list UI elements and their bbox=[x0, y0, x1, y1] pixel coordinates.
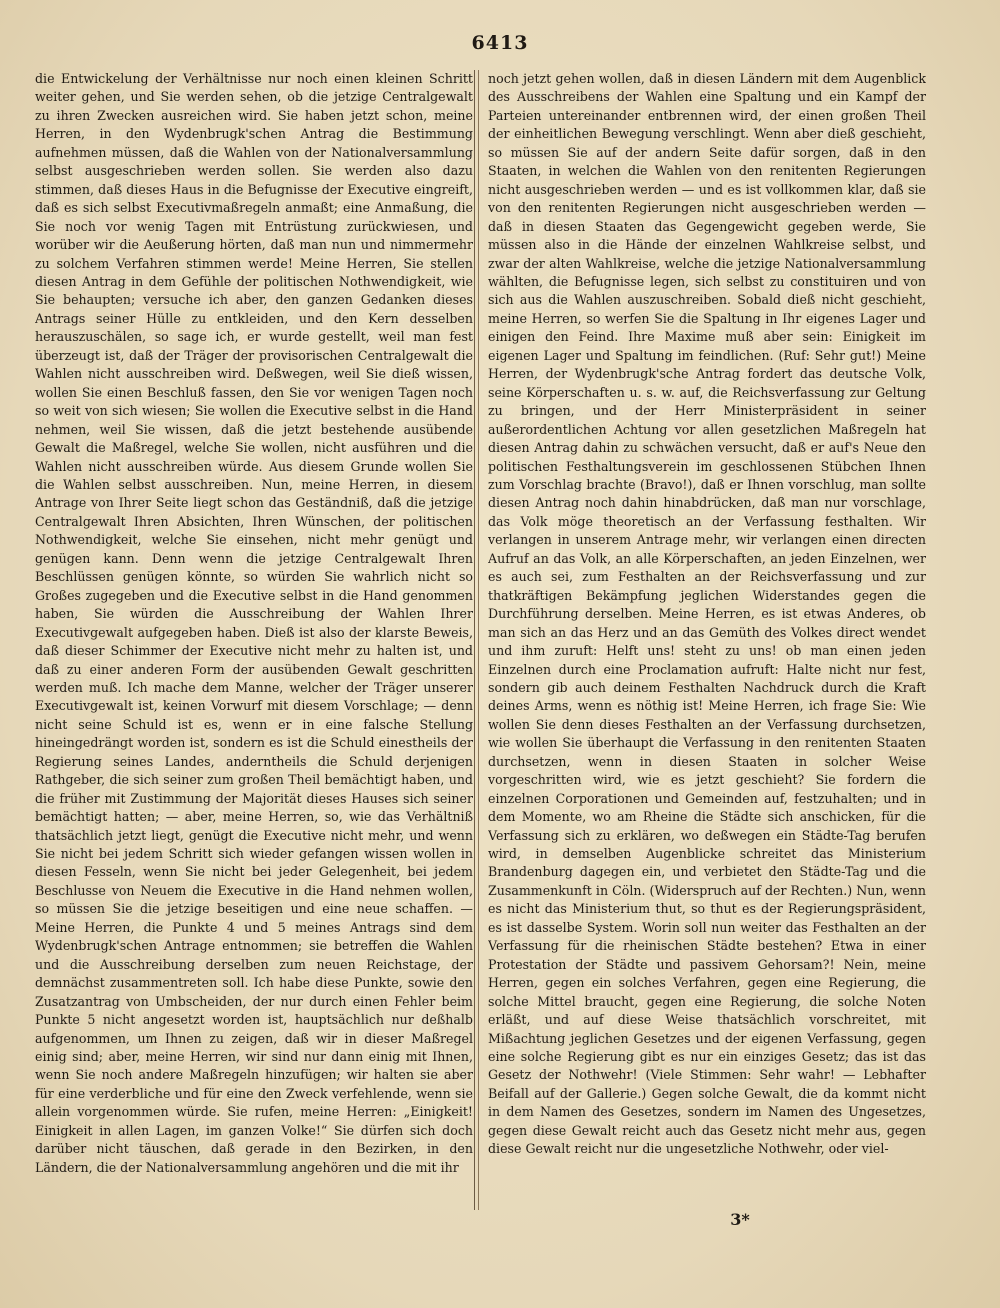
left-column-text: die Entwickelung der Verhältnisse nur noch einen kleinen Schritt weiter gehen, und Sie werden sehen, ob die jetzige Centralgewalt zu ihren Zwecken ausreichen wird. Sie haben jetzt schon, meine Herren, in den Wydenbrugk'schen Antrag die Bestimmung aufnehmen müssen, daß die Wahlen von der Nationalversammlung selbst ausgeschrieben werden sollen. Sie werden also dazu stimmen, daß dieses Haus in die Befugnisse der Executive eingreift, daß es sich selbst Executivmaßregeln anmaßt; eine Anmaßung, die Sie noch vor wenig Tagen mit Entrüstung zurückwiesen, und worüber wir die Aeußerung hörten, daß man nun und nimmermehr zu solchem Verfahren stimmen werde! Meine Herren, Sie stellen diesen Antrag in dem Gefühle der politischen Nothwendigkeit, wie Sie behaupten; versuche ich aber, den ganzen Gedanken dieses Antrags seiner Hülle zu entkleiden, und den Kern desselben herauszuschälen, so sage ich, er wurde gestellt, weil man fest überzeugt ist, daß der Träger der provisorischen Centralgewalt die Wahlen nicht ausschreiben wird. Deßwegen, weil Sie dieß wissen, wollen Sie einen Beschluß fassen, den Sie vor wenigen Tagen noch so weit von sich wiesen; Sie wollen die Executive selbst in die Hand nehmen, weil Sie wissen, daß die jetzt bestehende ausübende Gewalt die Maßregel, welche Sie wollen, nicht ausführen und die Wahlen nicht ausschreiben würde. Aus diesem Grunde wollen Sie die Wahlen selbst ausschreiben. Nun, meine Herren, in diesem Antrage von Ihrer Seite liegt schon das Geständniß, daß die jetzige Centralgewalt Ihren Absichten, Ihren Wünschen, der politischen Nothwendigkeit, welche Sie einsehen, nicht mehr genügt und genügen kann. Denn wenn die jetzige Centralgewalt Ihren Beschlüssen genügen könnte, so würden Sie wahrlich nicht so Großes zugegeben und die Executive selbst in die Hand genommen haben, Sie würden die Ausschreibung der Wahlen Ihrer Executivgewalt aufgegeben haben. Dieß ist also der klarste Beweis, daß dieser Schimmer der Executive nicht mehr zu halten ist, und daß zu einer anderen Form der ausübenden Gewalt geschritten werden muß. Ich mache dem Manne, welcher der Träger unserer Executivgewalt ist, keinen Vorwurf mit diesem Vorschlage; — denn nicht seine Schuld ist es, wenn er in eine falsche Stellung hineingedrängt worden ist, sondern es ist die Schuld einestheils der Regierung seines Landes, anderntheils die Schuld derjenigen Rathgeber, die sich seiner zum großen Theil bemächtigt haben, und die früher mit Zustimmung der Majorität dieses Hauses sich seiner bemächtigt hatten; — aber, meine Herren, so, wie das Verhältniß thatsächlich jetzt liegt, genügt die Executive nicht mehr, und wenn Sie nicht bei jedem Schritt sich wieder gefangen wissen wollen in diesen Fesseln, wenn Sie nicht bei jeder Gelegenheit, bei jedem Beschlusse von Neuem die Executive in die Hand nehmen wollen, so müssen Sie die jetzige beseitigen und eine neue schaffen. — Meine Herren, die Punkte 4 und 5 meines Antrags sind dem Wydenbrugk'schen Antrage entnommen; sie betreffen die Wahlen und die Ausschreibung derselben zum neuen Reichstage, der demnächst zusammentreten soll. Ich habe diese Punkte, sowie den Zusatzantrag von Umbscheiden, der nur durch einen Fehler beim Punkte 5 nicht angesetzt worden ist, hauptsächlich nur deßhalb aufgenommen, um Ihnen zu zeigen, daß wir in dieser Maßregel einig sind; aber, meine Herren, wir sind nur dann einig mit Ihnen, wenn Sie noch andere Maßregeln hinzufügen; wir halten sie aber für eine verderbliche und für eine den Zweck verfehlende, wenn sie allein vorgenommen würde. Sie rufen, meine Herren: „Einigkeit! Einigkeit in allen Lagen, im ganzen Volke!“ Sie dürfen sich doch darüber nicht täuschen, daß gerade in den Bezirken, in den Ländern, die der Nationalversammlung angehören und die mit ihr bbox=[35, 71, 473, 1175]
right-column-text: noch jetzt gehen wollen, daß in diesen Ländern mit dem Augenblick des Ausschreibens der Wahlen eine Spaltung und ein Kampf der Parteien untereinander entbrennen wird, der einen großen Theil der einheitlichen Bewegung verschlingt. Wenn aber dieß geschieht, so müssen Sie auf der andern Seite dafür sorgen, daß in den Staaten, in welchen die Wahlen von den renitenten Regierungen nicht ausgeschrieben werden — und es ist vollkommen klar, daß sie von den renitenten Regierungen nicht ausgeschrieben werden — daß in diesen Staaten das Gegengewicht gegeben werde, Sie müssen also in die Hände der einzelnen Wahlkreise selbst, und zwar der alten Wahlkreise, welche die jetzige Nationalversammlung wählten, die Befugnisse legen, sich selbst zu constituiren und von sich aus die Wahlen auszuschreiben. Sobald dieß nicht geschieht, meine Herren, so werfen Sie die Spaltung in Ihr eigenes Lager und einigen den Feind. Ihre Maxime muß aber sein: Einigkeit im eigenen Lager und Spaltung im feindlichen. (Ruf: Sehr gut!) Meine Herren, der Wydenbrugk'sche Antrag fordert das deutsche Volk, seine Körperschaften u. s. w. auf, die Reichsverfassung zur Geltung zu bringen, und der Herr Ministerpräsident in seiner außerordentlichen Achtung vor allen gesetzlichen Maßregeln hat diesen Antrag dahin zu schwächen versucht, daß er auf's Neue den politischen Festhaltungsverein im geschlossenen Stübchen Ihnen zum Vorschlag brachte (Bravo!), daß er Ihnen vorschlug, man sollte diesen Antrag noch dahin hinabdrücken, daß man nur vorschlage, das Volk möge theoretisch an der Verfassung festhalten. Wir verlangen in unserem Antrage mehr, wir verlangen einen directen Aufruf an das Volk, an alle Körperschaften, an jeden Einzelnen, wer es auch sei, zum Festhalten an der Reichsverfassung und zur thatkräftigen Bekämpfung jeglichen Widerstandes gegen die Durchführung derselben. Meine Herren, es ist etwas Anderes, ob man sich an das Herz und an das Gemüth des Volkes direct wendet und ihm zuruft: Helft uns! steht zu uns! ob man einen jeden Einzelnen durch eine Proclamation aufruft: Halte nicht nur fest, sondern gib auch deinem Festhalten Nachdruck durch die Kraft deines Arms, wenn es nöthig ist! Meine Herren, ich frage Sie: Wie wollen Sie denn dieses Festhalten an der Verfassung durchsetzen, wie wollen Sie überhaupt die Verfassung in den renitenten Staaten durchsetzen, wenn in diesen Staaten in solcher Weise vorgeschritten wird, wie es jetzt geschieht? Sie fordern die einzelnen Corporationen und Gemeinden auf, festzuhalten; und in dem Momente, wo am Rheine die Städte sich anschicken, für die Verfassung sich zu erklären, wo deßwegen ein Städte-Tag berufen wird, in demselben Augenblicke schreitet das Ministerium Brandenburg dagegen ein, und verbietet den Städte-Tag und die Zusammenkunft in Cöln. (Widerspruch auf der Rechten.) Nun, wenn es nicht das Ministerium thut, so thut es der Regierungspräsident, es ist dasselbe System. Worin soll nun weiter das Festhalten an der Verfassung für die rheinischen Städte bestehen? Etwa in einer Protestation der Städte und passivem Gehorsam?! Nein, meine Herren, gegen ein solches Verfahren, gegen eine Regierung, die solche Mittel braucht, gegen eine Regierung, die solche Noten erläßt, und auf diese Weise thatsächlich vorschreitet, mit Mißachtung jeglichen Gesetzes und der eigenen Verfassung, gegen eine solche Regierung gibt es nur ein einziges Gesetz; das ist das Gesetz der Nothwehr! (Viele Stimmen: Sehr wahr! — Lebhafter Beifall auf der Gallerie.) Gegen solche Gewalt, die da kommt nicht in dem Namen des Gesetzes, sondern im Namen des Ungesetzes, gegen diese Gewalt reicht auch das Gesetz nicht mehr aus, gegen diese Gewalt reicht nur die ungesetzliche Nothwehr, oder viel- bbox=[488, 71, 926, 1157]
right-column bbox=[488, 70, 926, 1210]
column-divider-rule bbox=[474, 70, 475, 1210]
page-number: 6413 bbox=[471, 32, 529, 54]
column-divider-rule-secondary bbox=[478, 70, 479, 1210]
left-column bbox=[35, 70, 473, 1210]
sheet-signature: 3* bbox=[730, 1210, 750, 1229]
